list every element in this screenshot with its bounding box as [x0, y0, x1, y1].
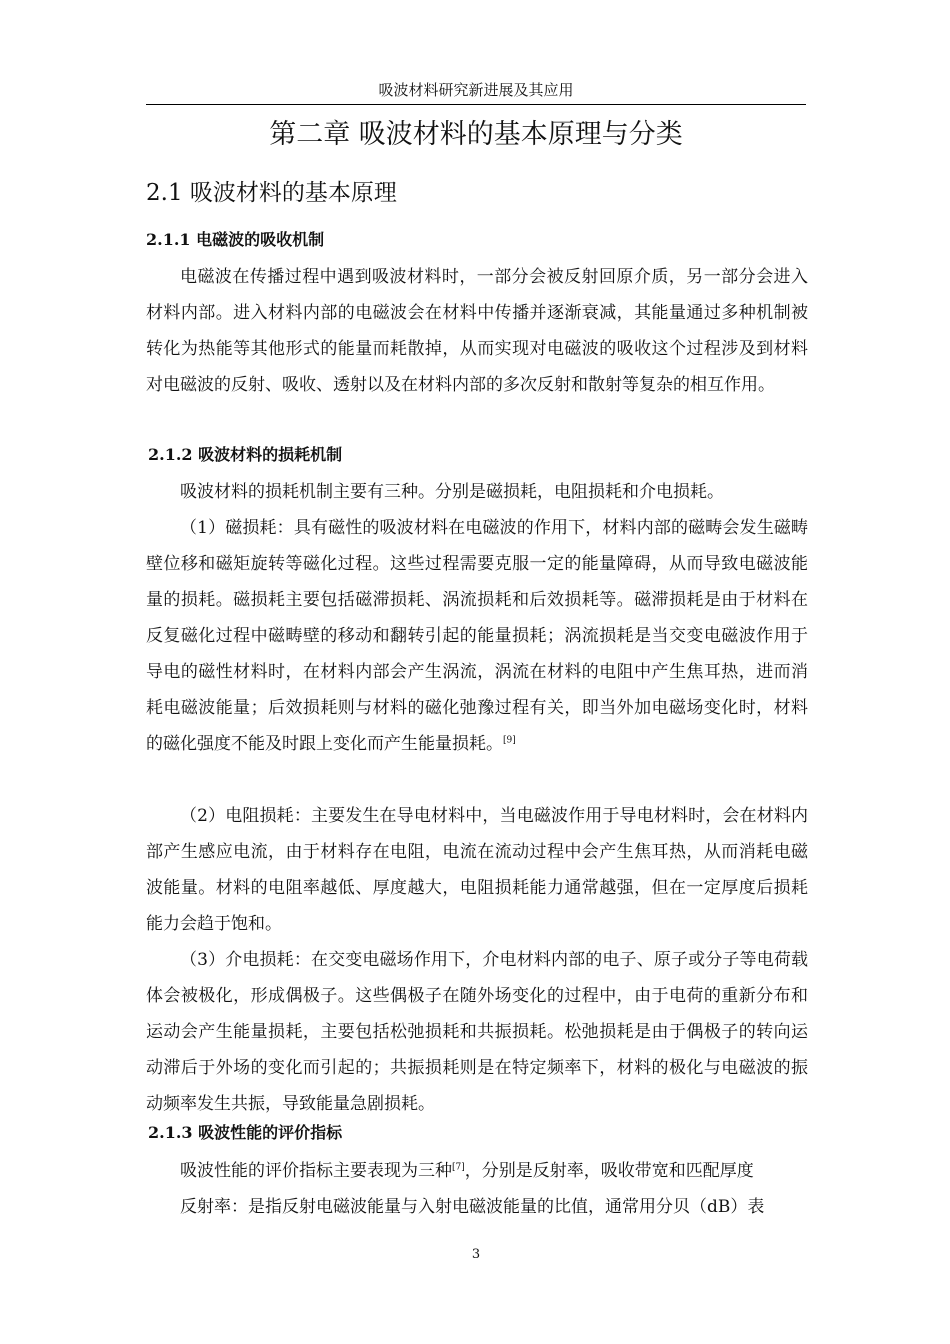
subsection-title-2-1-1: 2.1.1 电磁波的吸收机制 — [146, 230, 325, 249]
paragraph-evaluation-intro — [146, 1153, 808, 1189]
evaluation-text-a: 吸波性能的评价指标主要表现为三种 — [180, 1161, 452, 1181]
evaluation-text-b: ，分别是反射率，吸收带宽和匹配厚度 — [464, 1161, 754, 1181]
section-title: 2.1 吸波材料的基本原理 — [146, 180, 397, 206]
citation-ref: [9] — [503, 735, 516, 746]
paragraph-resistive-loss: （2）电阻损耗：主要发生在导电材料中，当电磁波作用于导电材料时，会在材料内部产生感应电流，由于材料存在电阻，电流在流动过程中会产生焦耳热，从而消耗电磁波能量。材料的电阻率越低、厚度越大，电阻损耗能力通常越强，但在一定厚度后损耗能力会趋于饱和。 — [146, 806, 808, 934]
citation-ref: [7] — [452, 1162, 465, 1173]
header-rule — [146, 104, 806, 105]
chapter-title: 第二章 吸波材料的基本原理与分类 — [269, 119, 683, 150]
running-header: 吸波材料研究新进展及其应用 — [378, 81, 574, 99]
page-number: 3 — [471, 1247, 481, 1262]
paragraph-reflectivity: 反射率：是指反射电磁波能量与入射电磁波能量的比值，通常用分贝（dB）表 — [180, 1197, 765, 1217]
subsection-title-2-1-2: 2.1.2 吸波材料的损耗机制 — [148, 445, 343, 464]
paragraph-magnetic-loss — [146, 510, 808, 762]
subsection-title-2-1-3: 2.1.3 吸波性能的评价指标 — [148, 1123, 343, 1142]
magnetic-loss-text: （1）磁损耗：具有磁性的吸波材料在电磁波的作用下，材料内部的磁畴会发生磁畴壁位移和磁矩旋转等磁化过程。这些过程需要克服一定的能量障碍，从而导致电磁波能量的损耗。磁损耗主要包括磁滞损耗、涡流损耗和后效损耗等。磁滞损耗是由于材料在反复磁化过程中磁畴壁的移动和翻转引起的能量损耗；涡流损耗是当交变电磁波作用于导电的磁性材料时，在材料内部会产生涡流，涡流在材料的电阻中产生焦耳热，进而消耗电磁波能量；后效损耗则与材料的磁化弛豫过程有关，即当外加电磁场变化时，材料的磁化强度不能及时跟上变化而产生能量损耗。 — [146, 518, 808, 754]
paragraph-dielectric-loss: （3）介电损耗：在交变电磁场作用下，介电材料内部的电子、原子或分子等电荷载体会被极化，形成偶极子。这些偶极子在随外场变化的过程中，由于电荷的重新分布和运动会产生能量损耗，主要包括松弛损耗和共振损耗。松弛损耗是由于偶极子的转向运动滞后于外场的变化而引起的；共振损耗则是在特定频率下，材料的极化与电磁波的振动频率发生共振，导致能量急剧损耗。 — [146, 950, 808, 1114]
paragraph-absorption-mechanism: 电磁波在传播过程中遇到吸波材料时，一部分会被反射回原介质，另一部分会进入材料内部。进入材料内部的电磁波会在材料中传播并逐渐衰减，其能量通过多种机制被转化为热能等其他形式的能量而耗散掉，从而实现对电磁波的吸收这个过程涉及到材料对电磁波的反射、吸收、透射以及在材料内部的多次反射和散射等复杂的相互作用。 — [146, 267, 808, 395]
paragraph-loss-intro: 吸波材料的损耗机制主要有三种。分别是磁损耗，电阻损耗和介电损耗。 — [180, 482, 724, 502]
